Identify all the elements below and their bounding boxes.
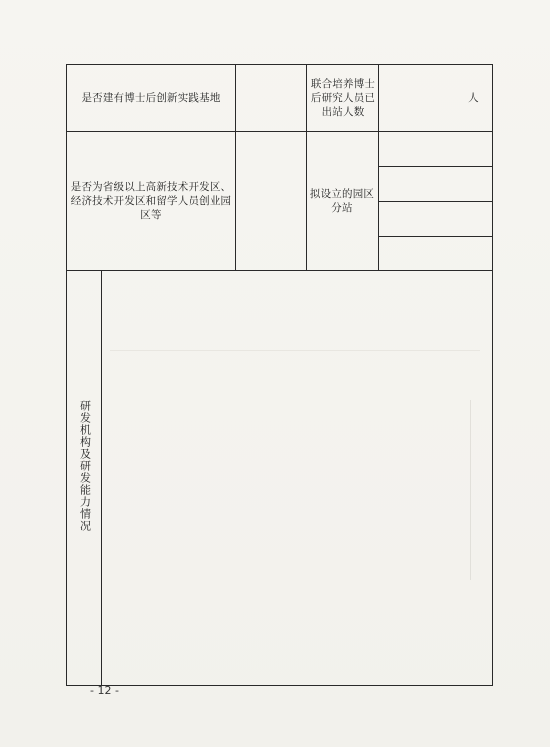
rd-capability-content[interactable] [102,271,492,685]
postdoc-base-value[interactable] [236,65,306,131]
joint-training-unit: 人 [468,92,479,104]
rd-capability-label: 研发机构及研发能力情况 [78,400,92,532]
branch-subrow-3 [378,236,492,237]
branch-label: 拟设立的园区分站 [309,188,375,214]
joint-training-label: 联合培养博士后研究人员已出站人数 [310,78,376,118]
col-line-c [378,64,379,270]
table-right-border [492,64,493,686]
table-bottom-border [66,685,493,686]
zone-label: 是否为省级以上高新技术开发区、经济技术开发区和留学人员创业园区等 [70,181,232,221]
page-number: - 12 - [90,684,119,697]
branch-subrow-1 [378,166,492,167]
branch-subrow-2 [378,201,492,202]
postdoc-base-label: 是否建有博士后创新实践基地 [81,92,221,104]
zone-value[interactable] [236,132,306,270]
table-left-border [66,64,67,686]
col-line-b [306,64,307,270]
